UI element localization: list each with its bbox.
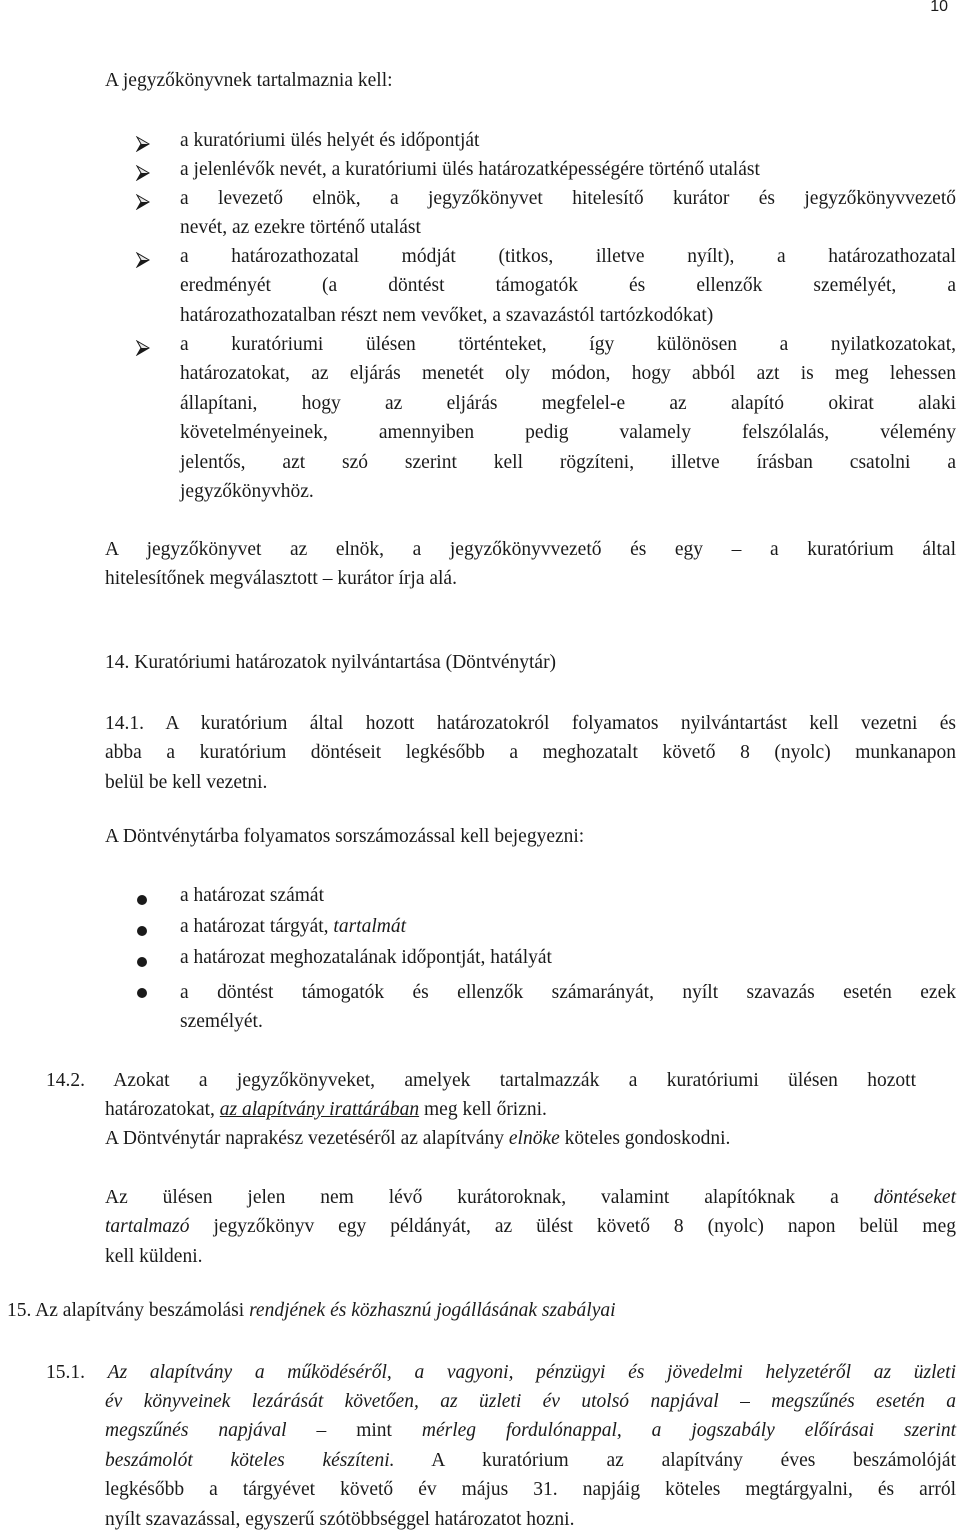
- register-intro: A Döntvénytárba folyamatos sorszámozással kell bejegyezni:: [105, 826, 585, 847]
- bullet-dot-icon: [137, 895, 147, 905]
- section-15-heading: 15. Az alapítvány beszámolási rendjének és közhasznú jogállásának szabályai: [7, 1300, 616, 1321]
- arrow-bullet-icon: [135, 340, 151, 356]
- paragraph-14-1: 14.1. A kuratórium által hozott határozatokról folyamatos nyilvántartást kell vezetni és abba a kuratórium döntéseit legkésőbb a meghozatalt követő 8 (nyolc) munkanapon belül be kell vezetni.: [105, 713, 956, 793]
- arrow-bullet-icon: [135, 252, 151, 268]
- arrow-item-2: a jelenlévők nevét, a kuratóriumi ülés határozatképességére történő utalást: [180, 159, 760, 180]
- arrow-item-3: a levezető elnök, a jegyzőkönyvet hitelesítő kurátor és jegyzőkönyvvezető nevét, az ezekre történő utalást: [180, 188, 956, 239]
- paragraph-14-2: 14.2. Azokat a jegyzőkönyveket, amelyek tartalmazzák a kuratóriumi ülésen hozott: [46, 1070, 916, 1091]
- arrow-bullet-icon: [135, 136, 151, 152]
- authentication-paragraph: A jegyzőkönyvet az elnök, a jegyzőkönyvvezető és egy – a kuratórium által hitelesítőnek megválasztott – kurátor írja alá.: [105, 539, 956, 590]
- arrow-item-1: a kuratóriumi ülés helyét és időpontját: [180, 130, 480, 151]
- bullet-dot-icon: [137, 926, 147, 936]
- arrow-bullet-icon: [135, 194, 151, 210]
- arrow-item-4: a határozathozatal módját (titkos, illetve nyílt), a határozathozatal eredményét (a döntést támogatók és ellenzők személyét, a határozathozatalban részt nem vevőket, a szavazástól tartózkodókat): [180, 246, 956, 326]
- register-item-2: a határozat tárgyát, tartalmát: [180, 916, 406, 937]
- arrow-bullet-icon: [135, 165, 151, 181]
- bullet-dot-icon: [137, 988, 147, 998]
- intro-text: A jegyzőkönyvnek tartalmaznia kell:: [105, 70, 393, 91]
- register-item-3: a határozat meghozatalának időpontját, hatályát: [180, 947, 552, 968]
- page-number: 10: [930, 0, 948, 15]
- bullet-dot-icon: [137, 957, 147, 967]
- absent-members-paragraph: Az ülésen jelen nem lévő kurátoroknak, valamint alapítóknak a döntéseket tartalmazó jegyzőkönyv egy példányát, az ülést követő 8 (nyolc) napon belül meg kell küldeni.: [105, 1187, 956, 1267]
- register-item-1: a határozat számát: [180, 885, 324, 906]
- paragraph-15-1: 15.1. Az alapítvány a működéséről, a vagyoni, pénzügyi és jövedelmi helyzetéről az üzleti: [46, 1362, 956, 1383]
- paragraph-14-2-cont: határozatokat, az alapítvány irattárában meg kell őrizni. A Döntvénytár naprakész vezetéséről az alapítvány elnöke köteles gondoskodni.: [105, 1099, 731, 1150]
- register-item-4: a döntést támogatók és ellenzők számarányát, nyílt szavazás esetén ezek személyét.: [180, 982, 956, 1033]
- section-14-heading: 14. Kuratóriumi határozatok nyilvántartása (Döntvénytár): [105, 652, 557, 673]
- arrow-item-5: a kuratóriumi ülésen történteket, így különösen a nyilatkozatokat, határozatokat, az eljárás menetét oly módon, hogy abból azt is meg lehessen állapítani, hogy az eljárás megfelel-e az alapító okirat alaki követelményeinek, amennyiben pedig valamely felszólalás, vélemény jelentős, azt szó szerint kell rögzíteni, illetve írásban csatolni a jegyzőkönyvhöz.: [180, 334, 956, 503]
- paragraph-15-1-cont: év könyveinek lezárását követően, az üzleti év utolsó napjával – megszűnés esetén a megszűnés napjával – mint mérleg fordulónappal, a jogszabály előírásai szerint beszámolót köteles készíteni. A kuratórium az alapítvány éves beszámolóját legkésőbb a tárgyévet követő év május 31. napjáig köteles megtárgyalni, és arról nyílt szavazással, egyszerű szótöbbséggel határozatot hozni.: [105, 1391, 956, 1530]
